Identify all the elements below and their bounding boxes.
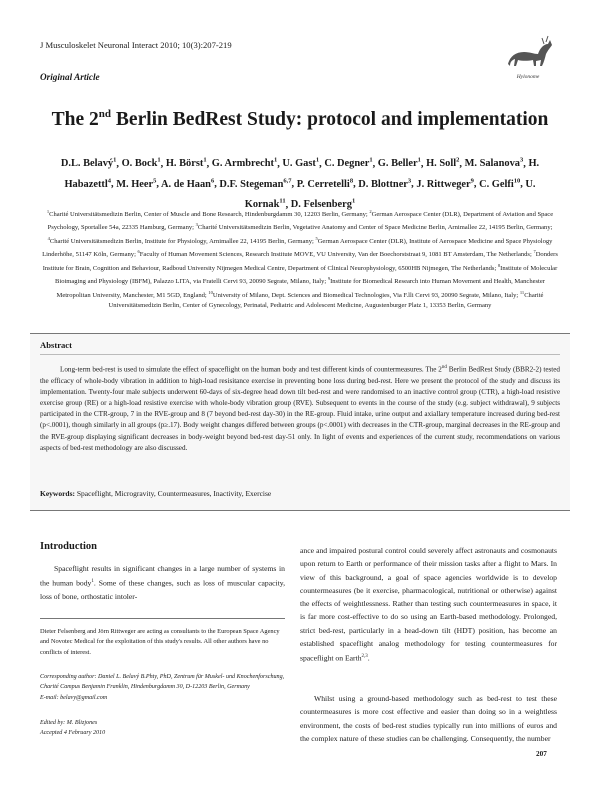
- right-p1-b: .: [367, 653, 370, 663]
- footnote-divider: [40, 618, 285, 619]
- author-name: M. Salanova: [464, 158, 520, 170]
- affiliation-text: German Aerospace Center (DLR), Department of Aviation and Space Psychology, Sportallee 54a, 22335 Hamburg, Germany;: [47, 211, 554, 232]
- affiliation-number: 7: [533, 249, 536, 255]
- author-affiliation-ref: 3: [520, 157, 524, 164]
- affiliation-number: 6: [137, 249, 140, 255]
- affiliation-number: 5: [315, 235, 318, 241]
- author-affiliation-ref: 9: [470, 177, 474, 185]
- author-name: C. Degner: [324, 158, 370, 170]
- author-name: M. Heer: [116, 178, 154, 190]
- affiliation-number: 3: [195, 222, 198, 228]
- author-affiliation-ref: 1: [369, 157, 373, 164]
- journal-logo: [500, 34, 556, 90]
- title-post: Berlin BedRest Study: protocol and implementation: [111, 109, 549, 130]
- author-name: O. Bock: [121, 158, 158, 170]
- author: [416, 179, 474, 190]
- author-affiliation-ref: 1: [315, 157, 320, 164]
- author-affiliation-ref: 4: [107, 177, 112, 185]
- affiliation-text: Charité Universitätsmedizin Berlin, Center of Gynecology, Perinatal, Pediatric and Adolescent Medicine, Augustenburger Platz 1, 13353 Berlin, Germany: [108, 291, 544, 309]
- email: E-mail: belavy@gmail.com: [40, 694, 108, 701]
- author-affiliation-ref: 3: [407, 177, 412, 185]
- affiliation-number: 4: [47, 235, 50, 241]
- logo-text: Hylonome: [516, 74, 540, 80]
- author-name: H. Soll: [426, 158, 457, 170]
- right-p1-a: ance and impaired postural control could severely affect astronauts and cosmonauts upon return to Earth or performance of their mission tasks after a flight to Mars. In view of this background, a goal of space agencies worldwide is to develop countermeasures (be it exercise, pharmacological, nutritional or otherwise) against the effects of weightlessness. Rather than testing such countermeasures in space, it is far more cost-effective to do so using an Earth-based methodology. Prolonged, strict bed-rest, particularly in a head-down tilt (HDT) position, has become an established spaceflight analog methodology for testing countermeasures for spaceflight on Earth: [300, 546, 557, 663]
- author: [465, 158, 524, 169]
- affiliation-number: 10: [208, 289, 213, 295]
- title-pre: The 2: [51, 109, 99, 130]
- affiliation-number: 11: [519, 289, 525, 295]
- author-name: P. Cerretelli: [296, 178, 350, 190]
- author-affiliation-ref: 1: [113, 157, 117, 164]
- author-name: U. Kornak: [244, 178, 536, 210]
- corresponding-text: Corresponding author: Daniel L. Belavý B.Phty, PhD, Zentrum für Muskel- und Knochenforschung, Charité Campus Benjamin Franklin, Hindenburgdamm 30, D-12203 Berlin, Germany: [40, 674, 285, 691]
- affiliation-text: Institute of Molecular Bioimaging and Physiology (IBFM), Palazzo LITA, via Fratelli Cervi 93, 20090 Segrate, Milano, Italy;: [55, 264, 558, 286]
- affiliation-text: University of Milano, Dept. Sciences and Biomedical Technologies, Via F.lli Cervi 93, 20090 Segrate, Milano, Italy;: [212, 291, 520, 299]
- intro-p1-a: Spaceflight results in significant changes in a large number of systems in the human body: [40, 564, 285, 588]
- abstract-sup: nd: [441, 365, 447, 370]
- affiliation-text: Charité Universitätsmedizin Berlin, Vegetative Anatomy and Center of Space Medicine Berlin, Arnimallee 22, 14195 Berlin, Germany;: [197, 224, 553, 232]
- keywords: [40, 489, 560, 498]
- intro-paragraph-2: [300, 544, 557, 665]
- affiliation-number: 2: [369, 209, 372, 214]
- introduction-heading: Introduction: [40, 541, 97, 552]
- author: [116, 179, 156, 190]
- author: [212, 158, 277, 169]
- affiliation-number: 1: [46, 209, 50, 214]
- author: [219, 179, 291, 190]
- author-affiliation-ref: 10: [513, 177, 521, 185]
- author-name: H. Börst: [165, 158, 204, 170]
- abstract-text-b: Berlin BedRest Study (BBR2-2) tested the efficacy of whole-body vibration in addition to high-load resisitance exercise in preventing bone loss during bed-rest. Here we present the protocol of the study and discuss its implementation. Twenty-four male subjects underwent 60-days of six-degree head down tilt bed-rest and were randomised to an inactive control group (CTR), a high-load resistive exercise group (RE) or a high-load resistive exercise with whole-body vibration group (RVE). Subsequent to events in the course of the study (e.g. subject withdrawal), 9 subjects participated in the CTR-group, 7 in the RVE-group and 8 (7 beyond bed-rest day-30) in the RE-group. Fluid intake, urine output and axiallary temperature increased during bed-rest (p<.0001), though similarly in all groups (p≥.17). Body weight changes differed between groups (p<.0001) with decreases in the CTR-group, marginal decreases in the RE-group and the RVE-group displaying significant decreases in body-weight beyond bed-rest day-51 only. In light of events and experiences of the current study, recommendations on various aspects of bed-rest methodology are also discussed.: [40, 365, 561, 452]
- author-affiliation-ref: 8: [349, 177, 354, 185]
- keywords-label: Keywords:: [40, 489, 75, 498]
- author-name: G. Beller: [377, 158, 418, 170]
- author-name: D. Blottner: [358, 178, 408, 190]
- author-affiliation-ref: 6: [210, 177, 215, 185]
- author: [426, 158, 459, 169]
- abstract-text: [40, 362, 560, 454]
- affiliation-text: Faculty of Human Movement Sciences, Research Institute MOVE, VU University, Van der Boechorststraat 9, 1081 BT Amsterdam, The Netherlands;: [139, 251, 534, 259]
- intro-p1-b: . Some of these changes, such as loss of muscular capacity, loss of bone, orthostatic intoler-: [40, 578, 285, 602]
- author: [61, 158, 117, 169]
- affiliation-text: German Aerospace Center (DLR), Institute of Aerospace Medicine and Space Physiology Linderhöhe, 51147 Köln, Germany;: [42, 238, 553, 259]
- abstract-box: [30, 333, 570, 511]
- affiliation-text: Charité Universitätsmedizin Berlin, Center of Muscle and Bone Research, Hindenburgdamm 30, 12203 Berlin, Germany;: [49, 211, 370, 219]
- author: [479, 179, 520, 190]
- author-name: D.L. Belavý: [60, 158, 114, 170]
- author-name: D.F. Stegeman: [219, 178, 284, 190]
- affiliation-text: Institute for Biomedical Research into Human Movement and Health, Manchester Metropolitan University, Manchester, M1 5GD, England;: [56, 278, 545, 299]
- article-type: Original Article: [40, 72, 100, 82]
- author-affiliation-ref: 2: [456, 157, 460, 164]
- keywords-list: Spaceflight, Microgravity, Countermeasures, Inactivity, Exercise: [75, 489, 272, 498]
- author-name: H. Habazettl: [64, 158, 540, 190]
- author: [324, 158, 372, 169]
- affiliation-text: Donders Institute for Brain, Cognition and Behaviour, Radboud University Nijmegen Medical Centre, Department of Clinical Neurophysiology, 6500HB Nijmegen, The Netherlands;: [42, 251, 558, 272]
- conflict-statement: Dieter Felsenberg and Jörn Rittweger are acting as consultants to the European Space Agency and Novotec Medical for the exploitation of this study's results. All other authors have no conflicts of interest.: [40, 628, 280, 656]
- intro-paragraph-3: Whilst using a ground-based methodology such as bed-rest to test these countermeasures is more cost effective and easier than doing so in a weightless environment, the costs of bed-rest studies typically run into millions of euros and the complex nature of these studies can be challenging. Consequently, the number: [300, 694, 557, 743]
- author-affiliation-ref: 1: [351, 197, 356, 205]
- author-name: D. Felsenberg: [290, 199, 352, 210]
- author-affiliation-ref: 1: [273, 157, 278, 164]
- author-affiliation-ref: 1: [417, 157, 421, 164]
- abstract-text-a: Long-term bed-rest is used to simulate the effect of spaceflight on the human body and test different kinds of countermeasures. The 2: [60, 365, 442, 374]
- right-p1-sup: 2,3: [361, 654, 368, 660]
- author: [282, 158, 319, 169]
- author-list: D.L. Belavý$^1$, O. Bock$^1$, H. Börst$^1$, G. Armbrecht$^1$, U. Gast$^1$, C. Degner$^1$, G. Beller$^1$, H. Soll$^2$, M. Salanova$^3$, H. Habazettl$^4$, M. Heer$^5$, A. de Haan$^6$, D.F. Stegeman$^{6,7}$, P. Cerretelli$^8$, D. Blottner$^3$, J. Rittweger$^9$, C. Gelfi$^{10}$, U. Kornak$^{11}$, D. Felsenberg$^1$: [60, 157, 540, 210]
- author-name: J. Rittweger: [416, 178, 471, 190]
- affiliation-number: 9: [327, 276, 331, 282]
- author: [122, 158, 161, 169]
- author-name: G. Armbrecht: [211, 158, 274, 170]
- edited-by: Edited by: M. Blizjones: [40, 720, 98, 726]
- author-name: A. de Haan: [161, 178, 211, 190]
- centaur-logo-icon: [500, 34, 556, 74]
- affiliations: [40, 207, 560, 311]
- journal-reference: J Musculoskelet Neuronal Interact 2010; 10(3):207-219: [40, 40, 232, 50]
- page-number: 207: [536, 750, 547, 758]
- abstract-heading: Abstract: [40, 340, 72, 350]
- author-name: U. Gast: [282, 158, 316, 170]
- author: [166, 158, 207, 169]
- author-name: C. Gelfi: [479, 178, 514, 190]
- author-affiliation-ref: 6,7: [283, 177, 292, 185]
- editorial-info: [40, 718, 285, 739]
- accepted-date: Accepted 4 February 2010: [40, 730, 106, 737]
- paper-title: [40, 110, 560, 130]
- author: [358, 179, 411, 190]
- affiliation-number: 8: [497, 262, 501, 268]
- author-affiliation-ref: 5: [153, 177, 157, 185]
- author: [297, 179, 353, 190]
- intro-p1-sup: 1: [91, 579, 94, 585]
- author-affiliation-ref: 1: [203, 157, 207, 164]
- author-affiliation-ref: 11: [279, 197, 286, 205]
- corresponding-author: [40, 672, 285, 703]
- intro-paragraph-1: [40, 562, 285, 603]
- divider: [40, 354, 560, 355]
- affiliation-text: Charité Universitätsmedizin Berlin, Institute for Physiology, Arnimallee 22, 14195 Berlin, Germany;: [49, 238, 316, 246]
- author-affiliation-ref: 1: [157, 157, 161, 164]
- author: [161, 179, 214, 190]
- title-sup: nd: [98, 108, 112, 120]
- author: [378, 158, 421, 169]
